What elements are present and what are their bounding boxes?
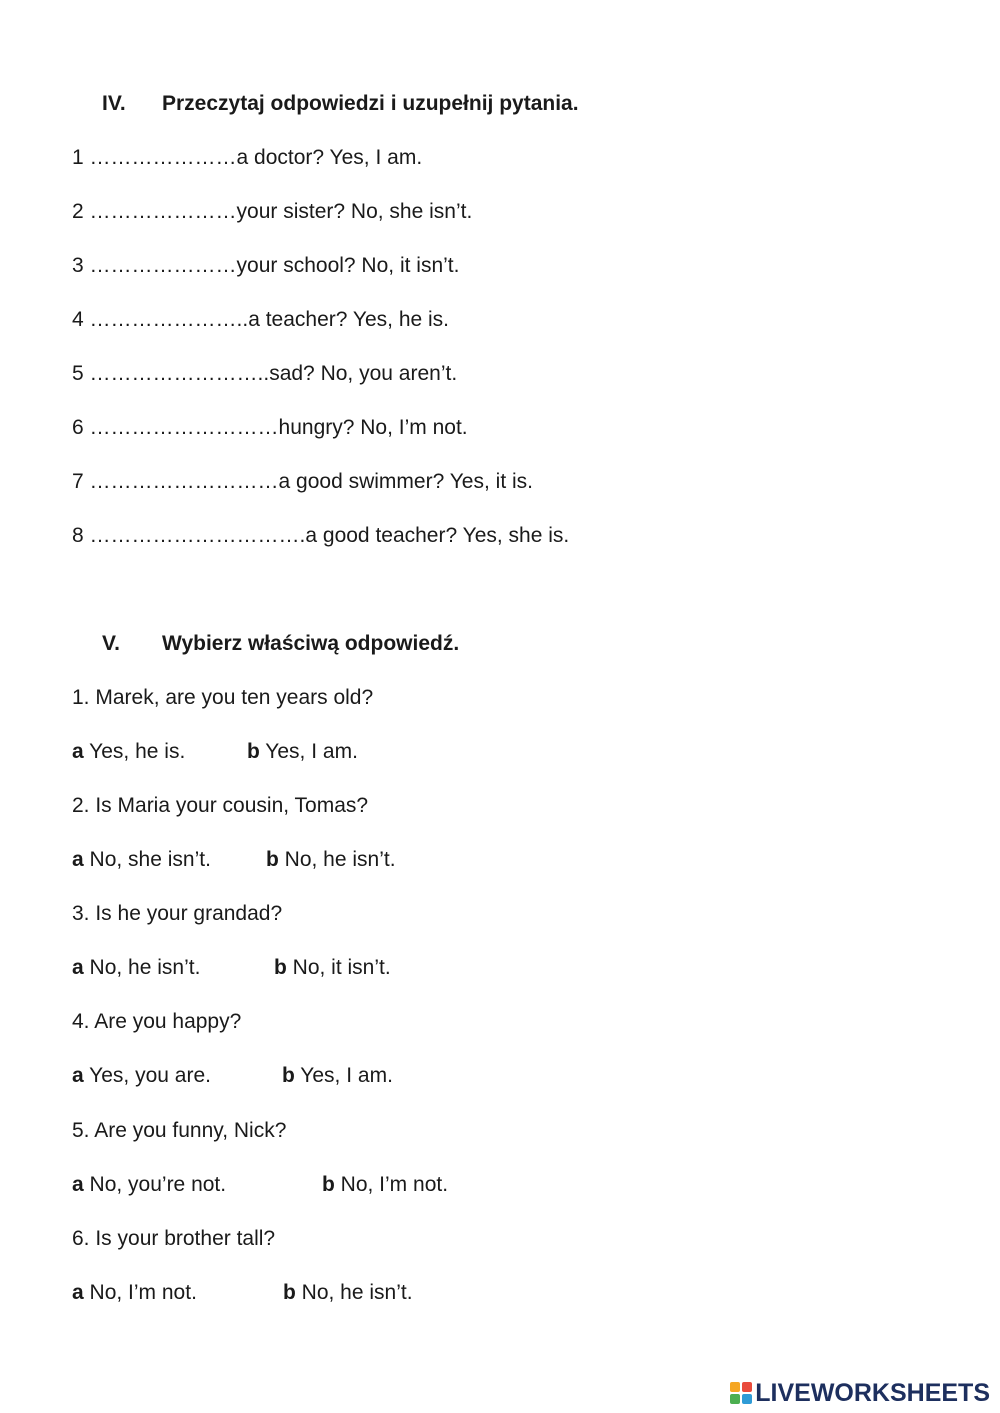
- item-text: a doctor? Yes, I am.: [236, 146, 423, 169]
- option-b-text: Yes, I am.: [265, 740, 358, 763]
- answer-options: [72, 1173, 449, 1197]
- option-a-text: No, he isn’t.: [89, 956, 201, 979]
- option-a[interactable]: [72, 1173, 226, 1196]
- item-number: 3: [72, 254, 84, 277]
- fill-in-item: [72, 416, 468, 440]
- option-a-text: No, she isn’t.: [89, 848, 211, 871]
- answer-blank[interactable]: …………………..: [89, 308, 249, 331]
- option-a-letter: a: [72, 1173, 84, 1196]
- fill-in-item: [72, 470, 533, 494]
- option-b[interactable]: [266, 848, 396, 872]
- option-a-text: No, I’m not.: [89, 1281, 197, 1304]
- question-text: 1. Marek, are you ten years old?: [72, 686, 374, 709]
- option-b-text: Yes, I am.: [300, 1064, 393, 1087]
- option-b[interactable]: [322, 1173, 448, 1197]
- answer-blank[interactable]: ……………………..: [89, 362, 270, 385]
- option-a-text: No, you’re not.: [89, 1173, 227, 1196]
- item-text: sad? No, you aren’t.: [269, 362, 458, 385]
- liveworksheets-logo-icon: [730, 1382, 752, 1404]
- section-5-number: V.: [102, 632, 120, 655]
- item-text: a good teacher? Yes, she is.: [305, 524, 570, 547]
- section-4-heading: [102, 92, 579, 116]
- answer-options: [72, 740, 358, 764]
- option-b-letter: b: [282, 1064, 295, 1087]
- section-4-number: IV.: [102, 92, 126, 115]
- answer-options: [72, 956, 391, 980]
- option-a-letter: a: [72, 956, 84, 979]
- option-b[interactable]: [247, 740, 358, 764]
- item-number: 1: [72, 146, 84, 169]
- answer-blank[interactable]: ………………………….: [89, 524, 306, 547]
- logo-square: [730, 1382, 740, 1392]
- fill-in-item: [72, 146, 422, 170]
- item-number: 2: [72, 200, 84, 223]
- fill-in-item: [72, 524, 569, 548]
- section-5-title: Wybierz właściwą odpowiedź.: [162, 632, 460, 655]
- option-b-text: No, I’m not.: [340, 1173, 449, 1196]
- option-b-text: No, he isn’t.: [301, 1281, 413, 1304]
- option-a-letter: a: [72, 848, 84, 871]
- item-number: 4: [72, 308, 84, 331]
- logo-square: [730, 1394, 740, 1404]
- item-number: 5: [72, 362, 84, 385]
- option-a-letter: a: [72, 1064, 84, 1087]
- question-text: 6. Is your brother tall?: [72, 1227, 276, 1250]
- logo-square: [742, 1394, 752, 1404]
- question-text: 5. Are you funny, Nick?: [72, 1119, 287, 1142]
- fill-in-item: [72, 200, 472, 224]
- option-b-letter: b: [274, 956, 287, 979]
- option-b-letter: b: [322, 1173, 335, 1196]
- answer-blank[interactable]: …………………: [89, 254, 237, 277]
- item-text: your sister? No, she isn’t.: [236, 200, 473, 223]
- answer-blank[interactable]: …………………: [89, 200, 237, 223]
- question-text: 2. Is Maria your cousin, Tomas?: [72, 794, 369, 817]
- answer-options: [72, 1064, 393, 1088]
- option-b[interactable]: [282, 1064, 393, 1088]
- item-number: 8: [72, 524, 84, 547]
- section-5-heading: [102, 632, 459, 656]
- option-a-letter: a: [72, 740, 84, 763]
- section-4-title: Przeczytaj odpowiedzi i uzupełnij pytania.: [162, 92, 579, 115]
- option-b-letter: b: [283, 1281, 296, 1304]
- option-a-letter: a: [72, 1281, 84, 1304]
- item-text: a good swimmer? Yes, it is.: [278, 470, 533, 493]
- option-b-letter: b: [266, 848, 279, 871]
- answer-blank[interactable]: …………………: [89, 146, 237, 169]
- answer-blank[interactable]: ………………………: [89, 416, 279, 439]
- answer-blank[interactable]: ………………………: [89, 470, 279, 493]
- option-a[interactable]: [72, 956, 200, 979]
- logo-square: [742, 1382, 752, 1392]
- answer-options: [72, 1281, 413, 1305]
- item-text: a teacher? Yes, he is.: [248, 308, 450, 331]
- item-number: 6: [72, 416, 84, 439]
- option-a[interactable]: [72, 1064, 211, 1087]
- fill-in-item: [72, 362, 457, 386]
- option-a[interactable]: [72, 1281, 197, 1304]
- answer-options: [72, 848, 396, 872]
- question-text: 4. Are you happy?: [72, 1010, 242, 1033]
- option-b[interactable]: [274, 956, 391, 980]
- option-b[interactable]: [283, 1281, 413, 1305]
- option-b-text: No, it isn’t.: [292, 956, 391, 979]
- item-text: hungry? No, I’m not.: [278, 416, 468, 439]
- option-b-text: No, he isn’t.: [284, 848, 396, 871]
- fill-in-item: [72, 308, 449, 332]
- fill-in-item: [72, 254, 459, 278]
- option-a-text: Yes, you are.: [89, 1064, 211, 1087]
- option-a-text: Yes, he is.: [89, 740, 186, 763]
- liveworksheets-logo: [730, 1380, 990, 1406]
- option-a[interactable]: [72, 740, 185, 763]
- item-number: 7: [72, 470, 84, 493]
- logo-text: LIVEWORKSHEETS: [755, 1378, 990, 1407]
- option-a[interactable]: [72, 848, 211, 871]
- option-b-letter: b: [247, 740, 260, 763]
- item-text: your school? No, it isn’t.: [236, 254, 460, 277]
- question-text: 3. Is he your grandad?: [72, 902, 283, 925]
